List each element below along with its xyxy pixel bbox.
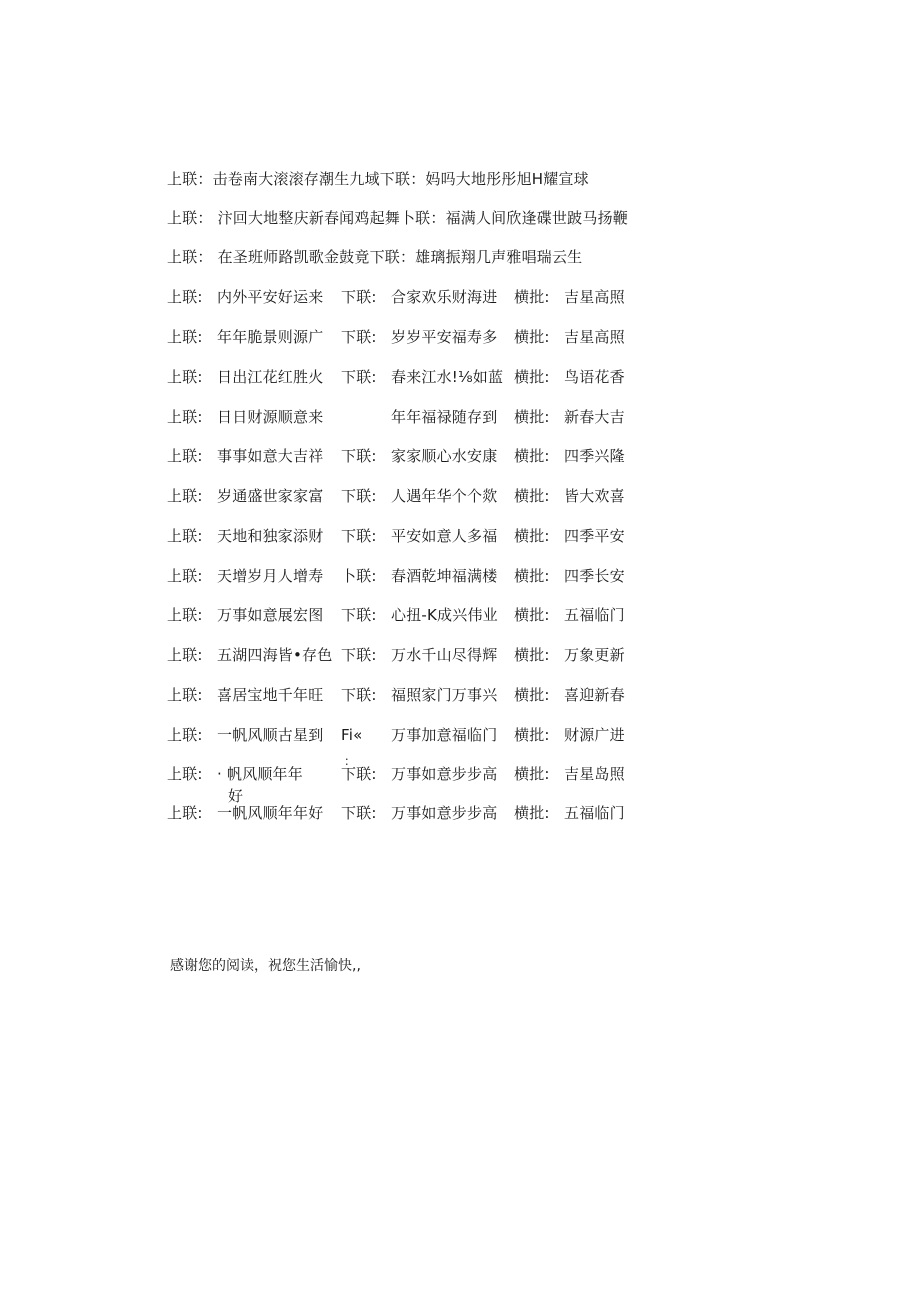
up-couplet: 一帆风顺古星到	[217, 726, 324, 744]
down-couplet: 人遇年华个个欻	[391, 487, 498, 505]
up-couplet: 日日财源顺意来	[217, 408, 324, 426]
horizontal-scroll: 四季兴隆	[564, 447, 625, 465]
horizontal-scroll: 吉星高照	[564, 328, 625, 346]
horizontal-label: 横批:	[514, 765, 550, 783]
up-couplet: 五湖四海皆•存色	[217, 646, 333, 664]
up-label: 上联:	[167, 804, 203, 822]
up-couplet: 万事如意展宏图	[217, 606, 324, 624]
down-label: 下联:	[341, 368, 377, 386]
down-label: 下联:	[341, 765, 377, 783]
down-label: 下联:	[341, 646, 377, 664]
horizontal-label: 横批:	[514, 487, 550, 505]
up-label: 上联:	[167, 646, 203, 664]
horizontal-label: 横批:	[514, 726, 550, 744]
horizontal-scroll: 吉星岛照	[564, 765, 625, 783]
down-couplet: 春来江水!⅛如蓝	[391, 368, 504, 386]
down-label: 下联:	[341, 487, 377, 505]
up-label: 上联:	[167, 567, 203, 585]
horizontal-label: 横批:	[514, 527, 550, 545]
up-label: 上联:	[167, 726, 203, 744]
up-couplet: 事事如意大吉祥	[217, 447, 324, 465]
closing-note: 感谢您的阅读，祝您生活愉快,,	[170, 958, 361, 974]
horizontal-scroll: 皆大欢喜	[564, 487, 625, 505]
couplet-long-line-3: 上联： 在圣班师路凯歌金鼓竟下联：雄璃振翔几声雅唱瑞云生	[167, 248, 583, 266]
down-couplet: 万水千山尽得辉	[391, 646, 498, 664]
up-label: 上联:	[167, 368, 203, 386]
up-label: 上联:	[167, 328, 203, 346]
up-label: 上联:	[167, 487, 203, 505]
horizontal-label: 横批:	[514, 567, 550, 585]
couplet-long-line-2: 上联： 汴回大地整庆新春闻鸡起舞卜联：福满人间欣逢碟世跛马扬鞭	[167, 209, 628, 227]
up-couplet: 一帆风顺年年好	[217, 804, 324, 822]
up-label: 上联:	[167, 606, 203, 624]
up-couplet: 岁通盛世家家富	[217, 487, 324, 505]
horizontal-label: 横批:	[514, 288, 550, 306]
horizontal-label: 横批:	[514, 606, 550, 624]
horizontal-label: 横批:	[514, 328, 550, 346]
down-label: 下联:	[341, 686, 377, 704]
up-couplet: 年年脆景则源广	[217, 328, 324, 346]
horizontal-label: 横批:	[514, 646, 550, 664]
horizontal-scroll: 鸟语花香	[564, 368, 625, 386]
down-couplet: 万事加意福临门	[391, 726, 498, 744]
stray-mark: ：	[344, 754, 357, 768]
down-couplet: 万事如意步步高	[391, 765, 498, 783]
horizontal-label: 横批:	[514, 368, 550, 386]
down-couplet: 家家顺心水安康	[391, 447, 498, 465]
down-label: Fi«	[341, 726, 363, 744]
up-couplet: 日出江花红胜火	[217, 368, 324, 386]
horizontal-scroll: 喜迎新春	[564, 686, 625, 704]
up-couplet: 天地和独家添财	[217, 527, 324, 545]
horizontal-scroll: 四季长安	[564, 567, 625, 585]
horizontal-scroll: 万象更新	[564, 646, 625, 664]
up-couplet: 内外平安好运来	[217, 288, 324, 306]
down-couplet: 合家欢乐财海进	[391, 288, 498, 306]
down-couplet: 平安如意人多福	[391, 527, 498, 545]
horizontal-scroll: 四季平安	[564, 527, 625, 545]
down-label: 卜联:	[341, 567, 377, 585]
up-label: 上联:	[167, 765, 203, 783]
down-label: 下联:	[341, 804, 377, 822]
down-label: 下联:	[341, 606, 377, 624]
down-label: 下联:	[341, 328, 377, 346]
up-label: 上联:	[167, 527, 203, 545]
couplet-long-line-1: 上联：击卷南大滚滚存潮生九域下联：妈吗大地彤彤旭H耀宣球	[167, 170, 589, 188]
down-couplet: 万事如意步步高	[391, 804, 498, 822]
down-couplet: 福照家门万事兴	[391, 686, 498, 704]
up-label: 上联:	[167, 408, 203, 426]
up-couplet: · 帆风顺年年	[217, 765, 303, 783]
horizontal-scroll: 新春大吉	[564, 408, 625, 426]
down-couplet: 心扭-K成兴伟业	[391, 606, 498, 624]
up-label: 上联:	[167, 288, 203, 306]
horizontal-label: 横批:	[514, 408, 550, 426]
horizontal-label: 横批:	[514, 447, 550, 465]
down-couplet: 春酒乾坤福满楼	[391, 567, 498, 585]
down-label: 下联:	[341, 288, 377, 306]
down-label: 下联:	[341, 447, 377, 465]
horizontal-scroll: 五福临门	[564, 804, 625, 822]
wrapped-fragment: 好	[228, 787, 244, 805]
horizontal-label: 横批:	[514, 804, 550, 822]
horizontal-scroll: 财源广进	[564, 726, 625, 744]
down-label: 下联:	[341, 527, 377, 545]
up-couplet: 喜居宝地千年旺	[217, 686, 324, 704]
horizontal-scroll: 五福临门	[564, 606, 625, 624]
down-couplet: 年年福禄随存到	[391, 408, 498, 426]
up-label: 上联:	[167, 447, 203, 465]
horizontal-label: 横批:	[514, 686, 550, 704]
horizontal-scroll: 吉星高照	[564, 288, 625, 306]
down-couplet: 岁岁平安福寿多	[391, 328, 498, 346]
up-label: 上联:	[167, 686, 203, 704]
up-couplet: 天增岁月人增寿	[217, 567, 324, 585]
